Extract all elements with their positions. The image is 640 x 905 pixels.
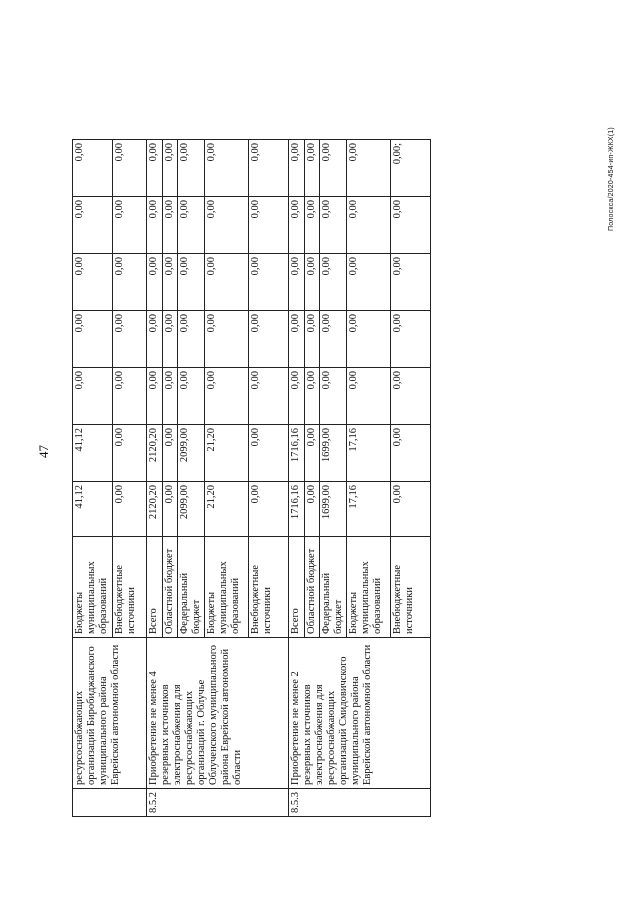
- amount-cell: 0,00: [113, 140, 147, 197]
- funding-source-cell: Внебюджетные источники: [391, 537, 431, 638]
- amount-cell: 0,00: [113, 425, 147, 482]
- item-description-cell: ресурсоснабжающих организаций Биробиджанского муниципального района Еврейской автономной области: [73, 638, 147, 789]
- amount-cell: 0,00: [289, 254, 305, 311]
- amount-cell: 0,00: [391, 254, 431, 311]
- amount-cell: 0,00: [113, 197, 147, 254]
- amount-cell: 17,16: [347, 425, 391, 482]
- amount-cell: 0,00: [391, 482, 431, 537]
- amount-cell: 0,00: [305, 311, 320, 368]
- funding-source-cell: Внебюджетные источники: [113, 537, 147, 638]
- amount-cell: 0,00: [347, 311, 391, 368]
- amount-cell: 0,00: [73, 140, 113, 197]
- amount-cell: 1699,00: [320, 425, 347, 482]
- amount-cell: 0,00: [249, 311, 289, 368]
- item-number-cell: 8.5.2: [147, 789, 289, 817]
- amount-cell: 0,00: [289, 311, 305, 368]
- amount-cell: 0,00: [163, 482, 178, 537]
- amount-cell: 0,00: [289, 197, 305, 254]
- amount-cell: 0,00: [163, 425, 178, 482]
- amount-cell: 1716,16: [289, 425, 305, 482]
- funding-source-cell: Областной бюджет: [163, 537, 178, 638]
- page-number: 47: [36, 445, 51, 458]
- amount-cell: 0,00: [147, 197, 163, 254]
- amount-cell: 0,00: [178, 254, 205, 311]
- amount-cell: 0,00: [347, 368, 391, 425]
- amount-cell: 0,00: [347, 254, 391, 311]
- item-number-cell: 8.5.3: [289, 789, 431, 817]
- amount-cell: 0,00: [320, 254, 347, 311]
- amount-cell: 0,00: [205, 368, 249, 425]
- amount-cell: 2120,20: [147, 482, 163, 537]
- amount-cell: 0,00: [73, 311, 113, 368]
- amount-cell: 0,00: [113, 482, 147, 537]
- amount-cell: 0,00: [205, 140, 249, 197]
- amount-cell: 0,00: [305, 254, 320, 311]
- funding-source-cell: Всего: [289, 537, 305, 638]
- amount-cell: 0,00: [73, 197, 113, 254]
- amount-cell: 0,00: [163, 254, 178, 311]
- amount-cell: 21,20: [205, 482, 249, 537]
- funding-source-cell: Федеральный бюджет: [178, 537, 205, 638]
- amount-cell: 0,00: [391, 368, 431, 425]
- amount-cell: 41,12: [73, 482, 113, 537]
- document-footer: Полоскса/2020-454-ип-ЖКХ(1): [608, 127, 615, 231]
- amount-cell: 0,00: [347, 140, 391, 197]
- amount-cell: 17,16: [347, 482, 391, 537]
- amount-cell: 0,00: [289, 140, 305, 197]
- amount-cell: 2120,20: [147, 425, 163, 482]
- funding-source-cell: Бюджеты муниципальных образований: [205, 537, 249, 638]
- amount-cell: 0,00: [305, 425, 320, 482]
- budget-table: [72, 139, 431, 817]
- item-description-cell: Приобретение не менее 2 резервных источников электроснабжения для ресурсоснабжающих организаций Смидовичского муниципального района Еврейской автономной области: [289, 638, 431, 789]
- amount-cell: 0,00: [113, 311, 147, 368]
- amount-cell: 0,00: [347, 197, 391, 254]
- amount-cell: 0,00: [305, 482, 320, 537]
- amount-cell: 0,00: [320, 368, 347, 425]
- amount-cell: 0,00: [163, 197, 178, 254]
- funding-source-cell: Федеральный бюджет: [320, 537, 347, 638]
- amount-cell: 0,00: [249, 425, 289, 482]
- amount-cell: 0,00: [163, 311, 178, 368]
- amount-cell: 0,00: [73, 254, 113, 311]
- amount-cell: 0,00: [391, 197, 431, 254]
- amount-cell: 0,00: [249, 368, 289, 425]
- funding-source-cell: Бюджеты муниципальных образований: [347, 537, 391, 638]
- amount-cell: 1699,00: [320, 482, 347, 537]
- funding-source-cell: Всего: [147, 537, 163, 638]
- amount-cell: 2099,00: [178, 425, 205, 482]
- item-description-cell: Приобретение не менее 4 резервных источников электроснабжения для ресурсоснабжающих организаций г. Облучье Облученского муниципального района Еврейской автономной области: [147, 638, 289, 789]
- funding-source-cell: Областной бюджет: [305, 537, 320, 638]
- amount-cell: 21,20: [205, 425, 249, 482]
- amount-cell: 0,00: [163, 368, 178, 425]
- amount-cell: 0,00: [305, 368, 320, 425]
- item-number-cell: [73, 789, 147, 817]
- amount-cell: 0,00: [147, 140, 163, 197]
- amount-cell: 0,00: [305, 197, 320, 254]
- amount-cell: 0,00: [320, 311, 347, 368]
- amount-cell: 0,00: [147, 368, 163, 425]
- amount-cell: 0,00: [289, 368, 305, 425]
- amount-cell: 0,00: [249, 140, 289, 197]
- table-row: [147, 140, 163, 817]
- amount-cell: 1716,16: [289, 482, 305, 537]
- amount-cell: 0,00: [178, 368, 205, 425]
- amount-cell: 0,00: [320, 197, 347, 254]
- table-row: [289, 140, 305, 817]
- amount-cell: 0,00: [249, 254, 289, 311]
- amount-cell: 41,12: [73, 425, 113, 482]
- amount-cell: 0,00: [249, 482, 289, 537]
- amount-cell: 0,00: [178, 311, 205, 368]
- amount-cell: 0,00: [249, 197, 289, 254]
- amount-cell: 0,00;: [391, 140, 431, 197]
- table-row: [73, 140, 113, 817]
- amount-cell: 0,00: [205, 197, 249, 254]
- amount-cell: 0,00: [178, 197, 205, 254]
- amount-cell: 0,00: [113, 254, 147, 311]
- amount-cell: 0,00: [205, 254, 249, 311]
- amount-cell: 2099,00: [178, 482, 205, 537]
- amount-cell: 0,00: [391, 311, 431, 368]
- amount-cell: 0,00: [320, 140, 347, 197]
- amount-cell: 0,00: [163, 140, 178, 197]
- amount-cell: 0,00: [73, 368, 113, 425]
- amount-cell: 0,00: [205, 311, 249, 368]
- amount-cell: 0,00: [305, 140, 320, 197]
- funding-source-cell: Внебюджетные источники: [249, 537, 289, 638]
- amount-cell: 0,00: [147, 311, 163, 368]
- amount-cell: 0,00: [147, 254, 163, 311]
- amount-cell: 0,00: [391, 425, 431, 482]
- funding-source-cell: Бюджеты муниципальных образований: [73, 537, 113, 638]
- amount-cell: 0,00: [178, 140, 205, 197]
- amount-cell: 0,00: [113, 368, 147, 425]
